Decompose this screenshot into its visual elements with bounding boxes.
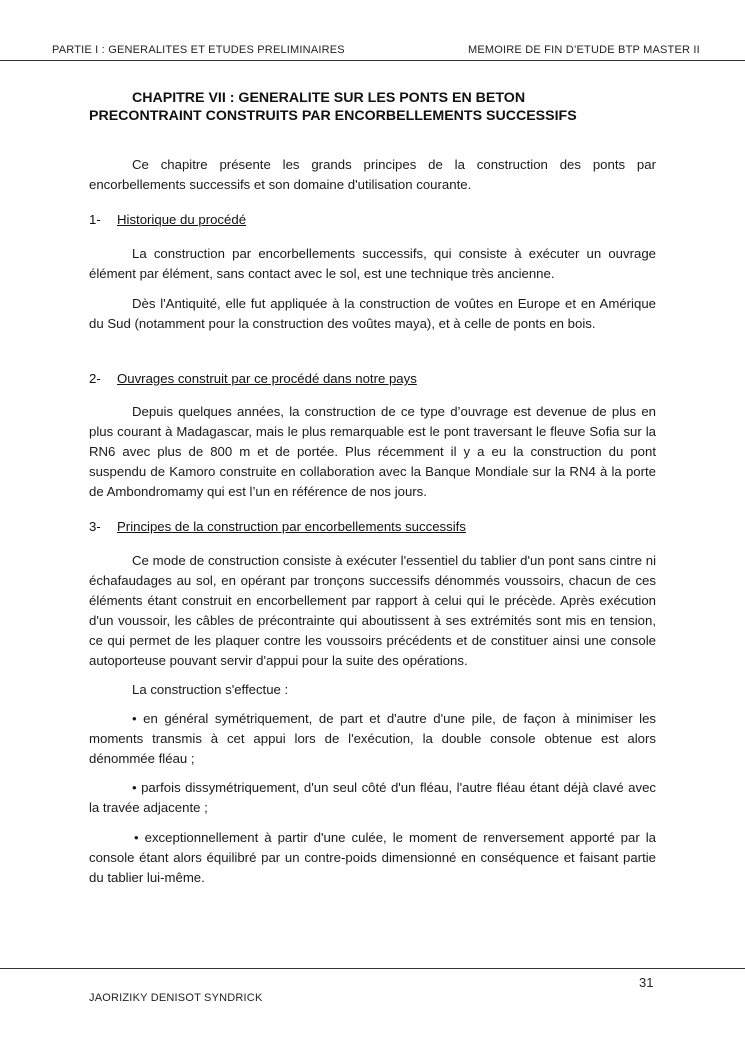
- paragraph: Depuis quelques années, la construction de ce type d’ouvrage est devenue de plus en plus courant à Madagascar, mais le plus remarquable est le pont traversant le fleuve Sofia sur la RN6 avec plus de 800 m et de portée. Plus récemment il y a eu la construction du pont suspendu de Kamoro construite en collaboration avec la Banque Mondiale sur la RN4 à la porte de Ambondromamy qui est l’un en référence de nos jours.: [89, 404, 656, 499]
- bullet-item: • en général symétriquement, de part et d'autre d'une pile, de façon à minimiser les moments transmis à cet appui lors de l'exécution, la double console obtenue est alors dénommée fléau ;: [89, 711, 656, 766]
- paragraph: Dès l'Antiquité, elle fut appliquée à la construction de voûtes en Europe et en Amérique du Sud (notamment pour la construction des voûtes maya), et à celle de ponts en bois.: [89, 296, 656, 331]
- paragraph: La construction par encorbellements successifs, qui consiste à exécuter un ouvrage élément par élément, sans contact avec le sol, est une technique très ancienne.: [89, 246, 656, 281]
- footer-author: JAORIZIKY DENISOT SYNDRICK: [89, 992, 263, 1004]
- section-heading-2: [89, 369, 417, 389]
- header-divider: [0, 60, 745, 61]
- footer-divider: [0, 968, 745, 969]
- intro-paragraph: Ce chapitre présente les grands principes de la construction des ponts par encorbellements successifs et son domaine d'utilisation courante.: [89, 157, 656, 192]
- section-heading-3: [89, 517, 466, 537]
- running-header-right: MEMOIRE DE FIN D’ETUDE BTP MASTER II: [468, 44, 700, 56]
- section-number: 2-: [89, 371, 101, 386]
- section-title: Historique du procédé: [117, 212, 247, 227]
- chapter-title-line-2: PRECONTRAINT CONSTRUITS PAR ENCORBELLEMENTS SUCCESSIFS: [89, 108, 577, 124]
- chapter-title: [89, 89, 669, 125]
- bullet-item: • exceptionnellement à partir d'une culée, le moment de renversement apporté par la console étant alors équilibré par un contre-poids dimensionné en conséquence et faisant partie du tablier lui-même.: [89, 830, 656, 885]
- paragraph: Ce mode de construction consiste à exécuter l'essentiel du tablier d'un pont sans cintre ni échafaudages au sol, en opérant par tronçons successifs dénommés voussoirs, chacun de ces éléments étant construit en encorbellement par rapport à celui qui le précède. Après exécution d'un voussoir, les câbles de précontrainte qui aboutissent à ses extrémités sont mis en tension, ce qui permet de les plaquer contre les voussoirs précédents et de constituer ainsi une console autoporteuse pouvant servir d'appui pour la suite des opérations.: [89, 553, 656, 668]
- page-number: 31: [639, 975, 654, 990]
- section-title: Ouvrages construit par ce procédé dans notre pays: [117, 371, 417, 386]
- bullet-item: • parfois dissymétriquement, d'un seul côté d'un fléau, l'autre fléau étant déjà clavé avec la travée adjacente ;: [89, 780, 656, 815]
- section-number: 3-: [89, 519, 101, 534]
- section-heading-1: [89, 210, 246, 230]
- section-number: 1-: [89, 212, 101, 227]
- running-header-left: PARTIE I : GENERALITES ET ETUDES PRELIMINAIRES: [52, 44, 345, 56]
- paragraph: La construction s'effectue :: [132, 682, 289, 697]
- chapter-title-line-1: CHAPITRE VII : GENERALITE SUR LES PONTS EN BETON: [132, 90, 526, 106]
- section-title: Principes de la construction par encorbellements successifs: [117, 519, 466, 534]
